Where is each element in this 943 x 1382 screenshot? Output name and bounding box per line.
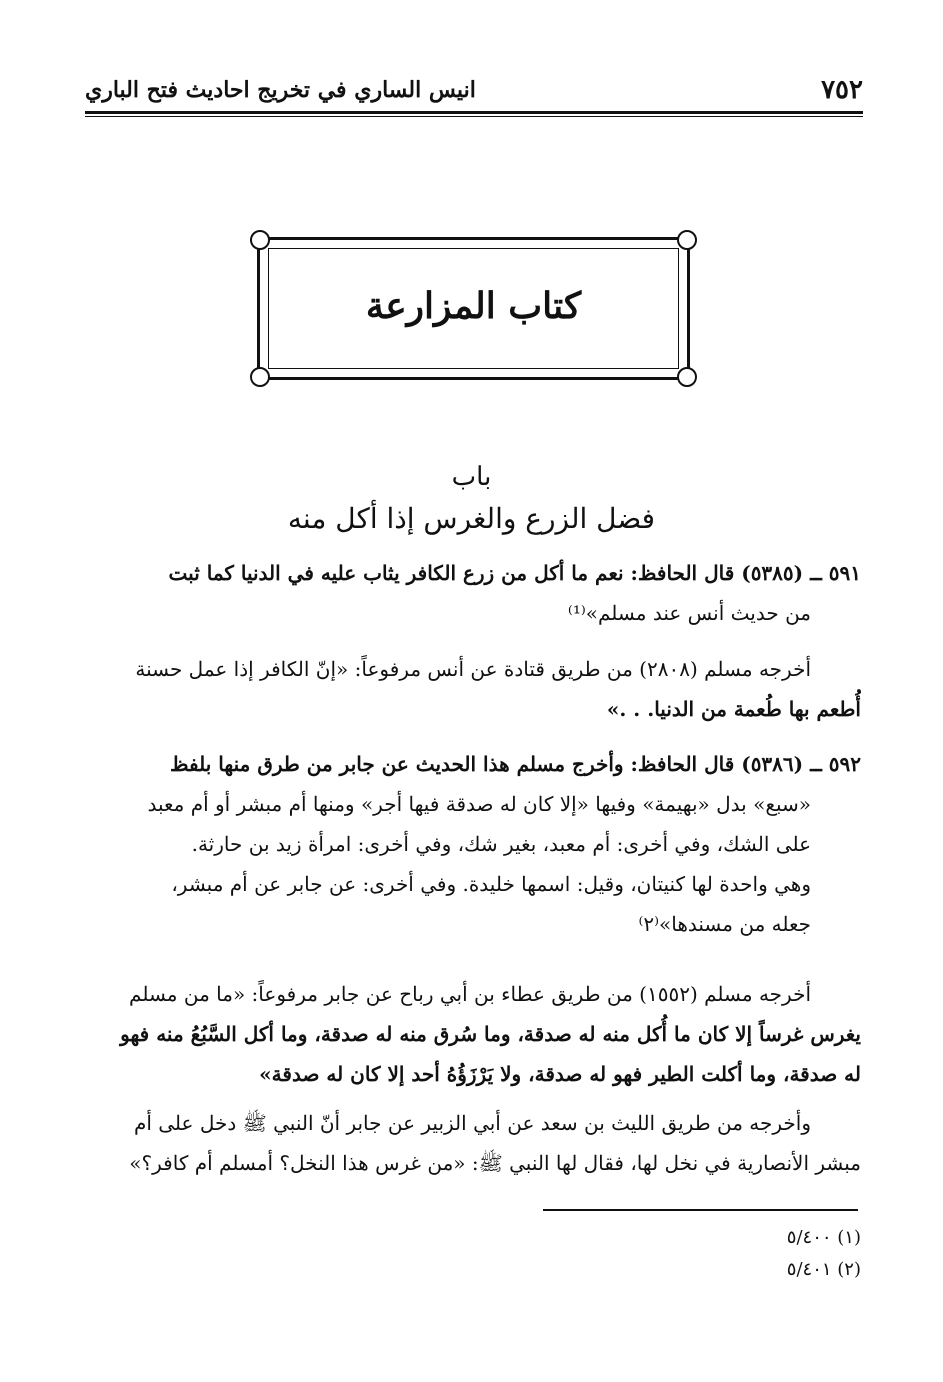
entry-line: على الشك، وفي أخرى: أم معبد، بغير شك، وفي أخرى: امرأة زيد بن حارثة. [191, 832, 811, 856]
footnote-separator [543, 1209, 858, 1211]
footnote: (٢) ٥/٤٠١ [786, 1259, 861, 1280]
chapter-title: فضل الزرع والغرس إذا أكل منه [287, 502, 656, 535]
entry-line: أخرجه مسلم (٢٨٠٨) من طريق قتادة عن أنس مرفوعاً: «إنّ الكافر إذا عمل حسنة [135, 657, 811, 681]
takhrij-592-additional [82, 1103, 861, 1183]
frame-corner-ornament-icon [677, 367, 697, 387]
entry-line: أخرجه مسلم (١٥٥٢) من طريق عطاء بن أبي رباح عن جابر مرفوعاً: «ما من مسلم [129, 982, 811, 1006]
frame-corner-ornament-icon [250, 367, 270, 387]
entry-line: «سبع» بدل «بهيمة» وفيها «إلا كان له صدقة فيها أجر» ومنها أم مبشر أو أم معبد [147, 792, 811, 816]
takhrij-592 [82, 974, 861, 1094]
book-title: كتاب المزارعة [365, 285, 582, 327]
running-title: انيس الساري في تخريج احاديث فتح الباري [85, 77, 476, 103]
entry-line: وأخرجه من طريق الليث بن سعد عن أبي الزبير عن جابر أنّ النبي ﷺ دخل على أم [133, 1111, 811, 1135]
entry-line: جعله من مسندها»⁽٢⁾ [638, 912, 811, 936]
entry-line: ٥٩٢ ــ (٥٣٨٦) قال الحافظ: وأخرج مسلم هذا الحديث عن جابر من طرق منها بلفظ [170, 752, 861, 776]
book-title-frame [257, 237, 690, 380]
frame-corner-ornament-icon [677, 230, 697, 250]
takhrij-591 [82, 649, 861, 729]
footnote: (١) ٥/٤٠٠ [786, 1227, 861, 1248]
entry-592 [82, 744, 861, 944]
entry-line: ٥٩١ ــ (٥٣٨٥) قال الحافظ: نعم ما أكل من زرع الكافر يثاب عليه في الدنيا كما ثبت [168, 561, 861, 585]
page-number: ٧٥٢ [821, 75, 863, 105]
entry-line: يغرس غرساً إلا كان ما أُكل منه له صدقة، وما سُرق منه له صدقة، وما أكل السَّبُعُ منه فهو [120, 1022, 861, 1046]
chapter-label: باب [451, 462, 492, 492]
footnotes [787, 1222, 861, 1286]
page-header [85, 72, 863, 108]
header-rule-thick [85, 111, 863, 114]
entry-line: له صدقة، وما أكلت الطير فهو له صدقة، ولا يَرْزَؤُهُ أحد إلا كان له صدقة» [259, 1062, 861, 1086]
entry-line: وهي واحدة لها كنيتان، وقيل: اسمها خليدة. وفي أخرى: عن جابر عن أم مبشر، [171, 872, 811, 896]
entry-line: من حديث أنس عند مسلم»⁽¹⁾ [567, 601, 811, 625]
header-rule-thin [85, 116, 863, 117]
frame-corner-ornament-icon [250, 230, 270, 250]
entry-line: مبشر الأنصارية في نخل لها، فقال لها النبي ﷺ: «من غرس هذا النخل؟ أمسلم أم كافر؟» [129, 1151, 861, 1175]
entry-line: أُطعم بها طُعمة من الدنيا. . .» [606, 697, 861, 721]
entry-591 [82, 553, 861, 633]
